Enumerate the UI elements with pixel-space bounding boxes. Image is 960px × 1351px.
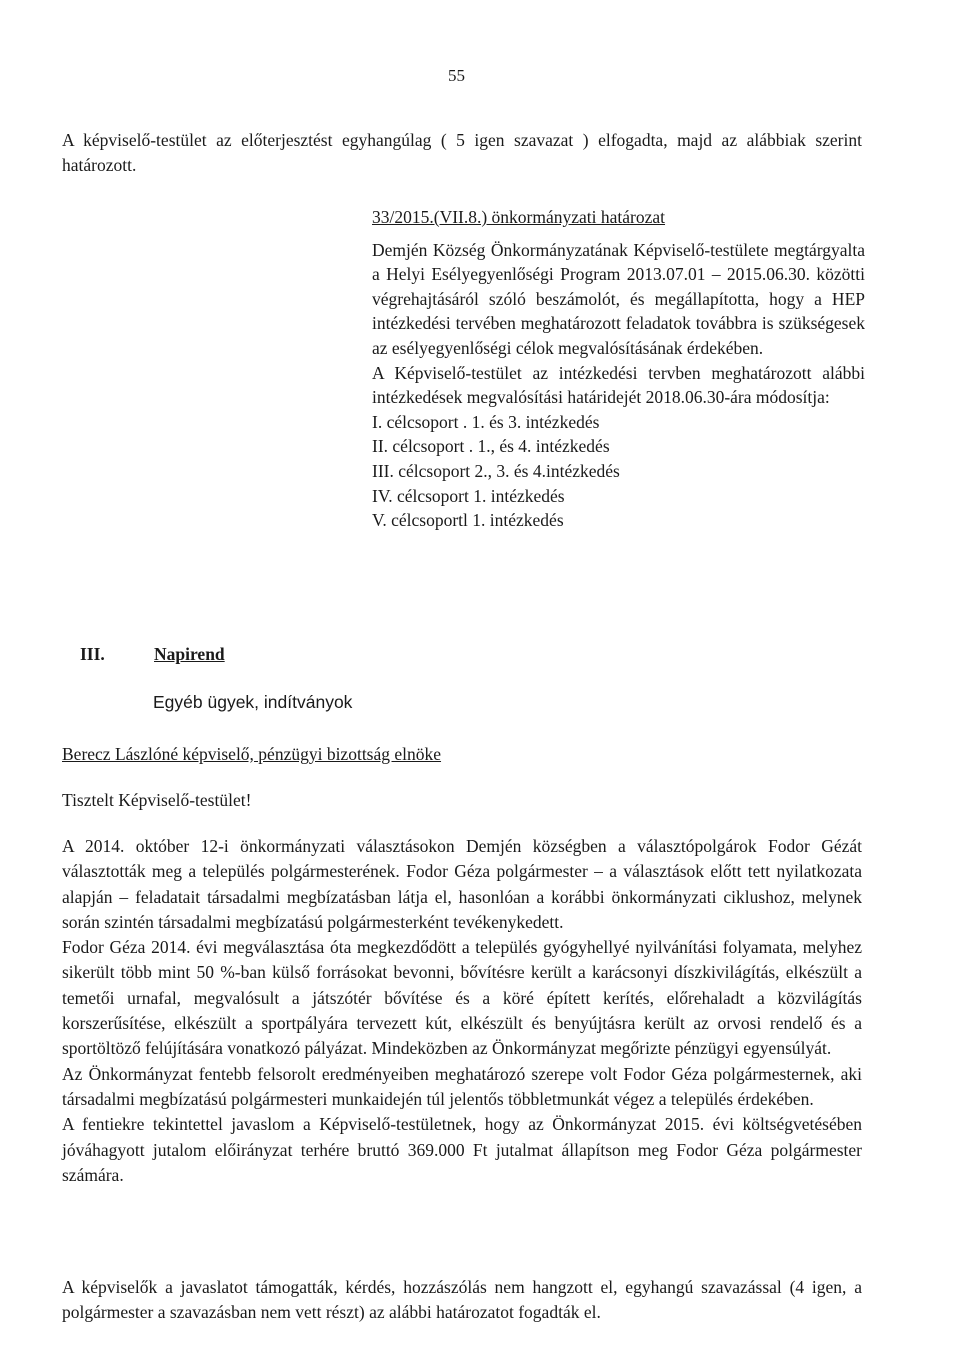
list-item: V. célcsoportl 1. intézkedés [372, 510, 564, 531]
agenda-title: Napirend [154, 644, 225, 664]
speaker-line: Berecz Lászlóné képviselő, pénzügyi bizottság elnöke [62, 744, 442, 764]
speech-paragraph: A fentiekre tekintettel javaslom a Képviselő-testületnek, hogy az Önkormányzat 2015. évi költségvetésében jóváhagyott jutalom előirányzat terhére bruttó 369.000 Ft jutalmat állapítson meg Fodor Géza polgármester számára. [62, 1114, 862, 1185]
speech-paragraph: Az Önkormányzat fentebb felsorolt eredményeiben meghatározó szerepe volt Fodor Géza polgármesternek, aki társadalmi megbízatású polgármesteri munkaidején túl jelentős többletmunkát végez a település érdekében. [62, 1063, 862, 1109]
resolution-paragraph: A Képviselő-testület az intézkedési tervben meghatározott alábbi intézkedések megvalósítási határidejét 2018.06.30-ára módosítja: [372, 362, 865, 408]
speech-paragraph: A 2014. október 12-i önkormányzati választásokon Demjén községben a választópolgárok Fodor Gézát választották meg a település polgármesterének. Fodor Géza polgármester – a választások előtt tett nyilatkozata alapján – feladatait társadalmi megbízatásban látja el, hasonlóan a korábbi önkormányzati ciklushoz, melynek során szintén társadalmi megbízatású polgármesterként tevékenykedett. [62, 836, 862, 932]
agenda-subtitle: Egyéb ügyek, indítványok [153, 692, 353, 712]
intro-paragraph: A képviselő-testület az előterjesztést egyhangúlag ( 5 igen szavazat ) elfogadta, majd az alábbiak szerint határozott. [62, 130, 862, 175]
resolution-block [372, 205, 865, 533]
speech-body [62, 834, 862, 1188]
resolution-title: 33/2015.(VII.8.) önkormányzati határozat [372, 207, 666, 227]
list-item: II. célcsoport . 1., és 4. intézkedés [372, 436, 610, 457]
resolution-list [372, 410, 865, 533]
resolution-body [372, 238, 865, 533]
speech-paragraph: Fodor Géza 2014. évi megválasztása óta megkezdődött a település gyógyhellyé nyilvánítási folyamata, melyhez sikerült több mint 50 %-ban külső forrásokat bevonni, bővítésre került a karácsonyi díszkivilágítás, elkészült a temetői urnafal, megvalósult a játszótér bővítése és a köré épített kerítés, előrehaladt a közvilágítás korszerűsítése, elkészült a sportpályára tervezett kút, elkészült és benyújtásra került az orvosi rendelő és a sportöltöző felújítására vonatkozó pályázat. Mindeközben az Önkormányzat megőrizte pénzügyi egyensúlyát. [62, 937, 862, 1059]
resolution-paragraph: Demjén Község Önkormányzatának Képviselő-testülete megtárgyalta a Helyi Esélyegyenlőségi Program 2013.07.01 – 2015.06.30. közötti végrehajtásáról szóló beszámolót, és megállapította, hogy a HEP intézkedési tervében meghatározott feladatok továbbra is szükségesek az esélyegyenlőségi célok megvalósításának érdekében. [372, 239, 865, 358]
closing-paragraph: A képviselők a javaslatot támogatták, kérdés, hozzászólás nem hangzott el, egyhangú szavazással (4 igen, a polgármester a szavazásban nem vett részt) az alábbi határozatot fogadták el. [62, 1277, 862, 1323]
agenda-number: III. [80, 644, 105, 664]
greeting: Tisztelt Képviselő-testület! [62, 790, 252, 810]
list-item: IV. célcsoport 1. intézkedés [372, 485, 565, 506]
page-number: 55 [448, 66, 465, 85]
list-item: I. célcsoport . 1. és 3. intézkedés [372, 411, 600, 432]
list-item: III. célcsoport 2., 3. és 4.intézkedés [372, 460, 620, 481]
